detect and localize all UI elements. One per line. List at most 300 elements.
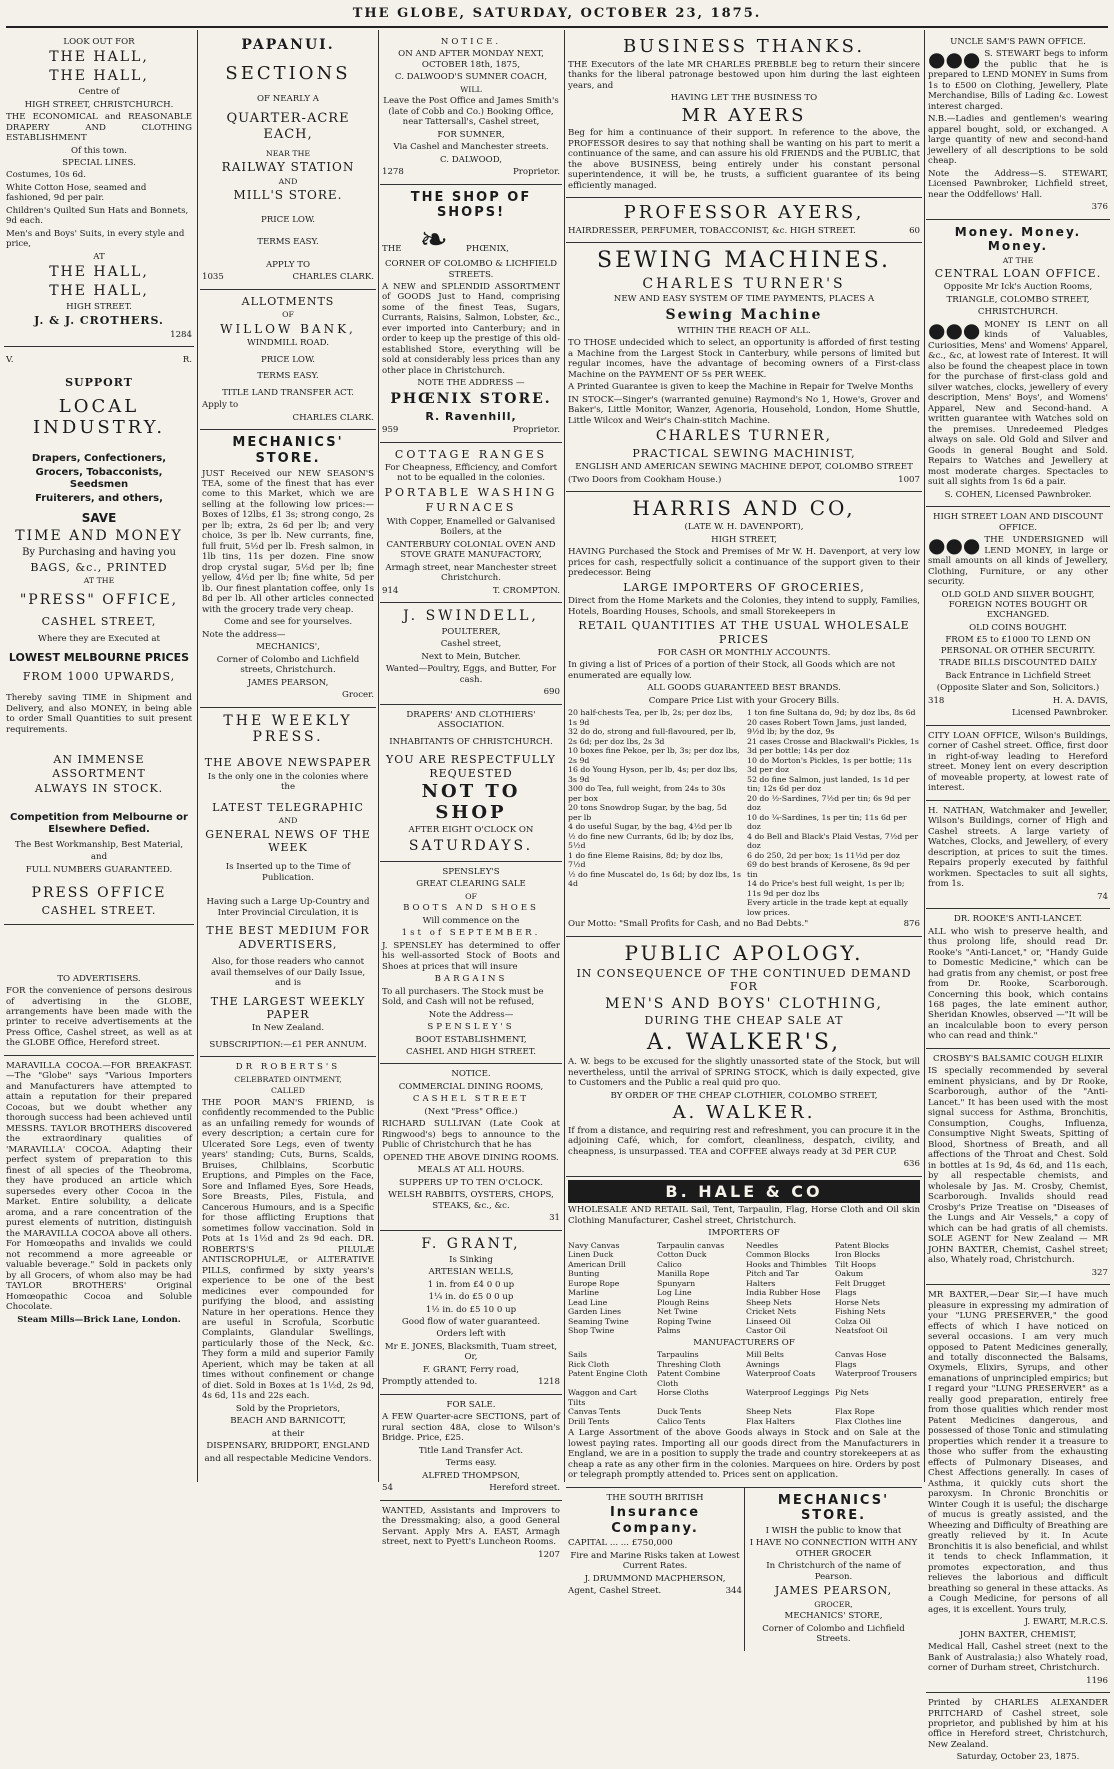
text: SUPPORT <box>65 375 133 389</box>
text: PUBLIC APOLOGY. <box>624 940 864 965</box>
text: CHARLES CLARK. <box>292 272 374 283</box>
list-item: Awnings <box>746 1359 780 1369</box>
list-item: Net Twine <box>657 1307 698 1317</box>
text: 1 in. from £4 0 0 up <box>427 1279 515 1290</box>
text: THE LARGEST WEEKLY PAPER <box>210 994 366 1021</box>
ad-the-hall <box>4 32 194 347</box>
text: A FEW Quarter-acre SECTIONS, part of rural section 48A, close to Wilson's Bridge. Price, £25. <box>382 1412 560 1444</box>
list-item: Cotton Duck <box>657 1250 707 1260</box>
text: V. <box>6 355 14 366</box>
text: PHŒNIX, <box>466 244 509 255</box>
text: If from a distance, and requiring rest and refreshment, you can procure it in the adjoining Café, which, for comfort, cleanliness, despatch, civility, and cheapness, is unsurpassed. TEA and COFFEE always ready at 3d PER CUP. <box>568 1125 920 1157</box>
text: MR BAXTER,—Dear Sir,—I have much pleasure in expressing my admiration of your "LUNG PRESERVER," the good effects of which I have noticed on several occasions. I am very much opposed to Patent Medicines generally, and totally disconnected the Balsams, Oxymels, Elixirs, Syrups, and other emanations of unprincipled empirics; but I regard your "LUNG PRESERVER" as a really good preparation, entirely free from those qualities which render most Patent Medicines dangerous, and possessed of those Tonic and stimulating properties which render it a treasure to those who suffer from the exhausting effects of Pulmonary Diseases, and Chest Affections generally. In cases of Asthma, it quickly cuts short the paroxysm. In Chronic Bronchitis or Winter Cough it is useful; the discharge of mucus is greatly assisted, and the Wheezing and Difficulty of Breathing are greatly relieved by it. In Acute Bronchitis it is also beneficial, and whilst it tends to check Inflammation, it promotes expectoration, and thus relieves the laborious and difficult breathing so general in these attacks. As a Cough Medicine, for persons of all ages, it is excellent. Yours truly, <box>928 1290 1108 1615</box>
text: GROCER, <box>814 1599 853 1609</box>
text: WILLOW BANK, <box>220 321 356 336</box>
list-item: Flax Clothes line <box>835 1416 902 1426</box>
text: CASHEL STREET, <box>41 614 157 628</box>
text: THE ABOVE NEWSPAPER <box>204 756 372 770</box>
list-item: 20 cases Robert Town Jams, just landed, 9½d lb; by the doz, 9s <box>747 717 907 737</box>
text: HAIRDRESSER, PERFUMER, TOBACCONIST, &c. HIGH STREET. <box>568 225 856 236</box>
ad-mechanics-store-notice <box>745 1488 922 1651</box>
text: MECHANICS' STORE. <box>777 1492 890 1524</box>
list-item: ½ do fine new Currants, 6d lb; by doz lbs, 5½d <box>568 831 734 851</box>
text: A NEW and SPLENDID ASSORTMENT of GOODS Just to Hand, comprising some of the finest Teas, Sugars, Currants, Raisins, Salmon, Lobster, &c., ever imported into Canterbury; and in order to keep up the prestige of this old-established Store, everything will be sold at considerably less prices than any other place in Christchurch. <box>382 281 560 376</box>
text: THE SHOP OF SHOPS! <box>410 189 532 221</box>
text: CHARLES TURNER, <box>655 428 833 445</box>
list-item: Palms <box>657 1326 681 1336</box>
text: ALLOTMENTS <box>241 294 335 308</box>
text: MECHANICS', <box>256 642 320 653</box>
text: 1¼ in. do £5 0 0 up <box>428 1292 514 1303</box>
text: White Cotton Hose, seamed and fashioned, 9d per pair. <box>6 182 147 204</box>
text: Printed by CHARLES ALEXANDER PRITCHARD of Cashel street, sole proprietor, and published by him at his office in Hereford street, Christchurch, New Zealand. <box>928 1698 1108 1750</box>
ad-dining-rooms <box>380 1064 562 1230</box>
text: JUST Received our NEW SEASON'S TEA, some of the finest that has ever come to this Market, which we are selling at the following low prices:— Boxes of 12lbs, £1 3s; strong congo, 2s per lb; extra, 2s 6d per lb; and very choice, 3s per lb. New currants, fine, full fruit, 5½d per lb. Fresh salmon, in 1lb tins, 11s per dozen. Fine snow drop crystal sugar, 5½d per lb; fine yellow, 4½d per lb; fine white, 5d per lb. Our finest plantation coffee, only 1s 8d per lb. All other articles connected with the grocery trade very cheap. <box>202 468 374 615</box>
list-item: Seaming Twine <box>568 1316 629 1326</box>
text: Sold by the Proprietors, <box>235 1403 341 1414</box>
text: THE SOUTH BRITISH <box>606 1492 704 1503</box>
list-item: Halters <box>746 1278 776 1288</box>
text: Cashel street, <box>440 639 502 650</box>
text <box>568 226 920 236</box>
text: J. DRUMMOND MACPHERSON, <box>584 1573 726 1584</box>
text: HAVING LET THE BUSINESS TO <box>670 93 818 104</box>
text: and <box>90 852 108 863</box>
text: TRIANGLE, COLOMBO STREET, <box>946 294 1090 305</box>
text: LARGE IMPORTERS OF GROCERIES, <box>623 580 865 594</box>
text: BAGS, &c., PRINTED <box>30 560 168 574</box>
list-item: 32 do do, strong and full-flavoured, per lb, 2s 6d; per doz lbs, 2s 3d <box>568 727 736 746</box>
ad-for-sale <box>380 1395 562 1501</box>
text: AND <box>278 176 298 186</box>
list-item: Drill Tents <box>568 1416 610 1426</box>
ad-number: 327 <box>1091 1267 1108 1278</box>
text: (LATE W. H. DAVENPORT), <box>684 522 804 533</box>
text: Money. Money. Money. <box>954 224 1082 254</box>
list-item: ½ do fine Muscatel do, 1s 6d; by doz lbs, 1s 4d <box>568 869 741 889</box>
text: IN CONSEQUENCE OF THE CONTINUED DEMAND FOR <box>576 966 912 994</box>
list-item: Waterproof Trousers <box>835 1369 917 1379</box>
list-item: 1 do fine Eleme Raisins, 8d; by doz lbs, 7½d <box>568 850 724 870</box>
list-item: Threshing Cloth <box>657 1359 721 1369</box>
text: ALL GOODS GUARANTEED BEST BRANDS. <box>647 683 841 694</box>
text: MEN'S AND BOYS' CLOTHING, <box>605 995 883 1012</box>
text: PORTABLE WASHING <box>384 485 558 499</box>
text: Promptly attended to. <box>382 1377 478 1388</box>
text: CHRISTCHURCH. <box>977 307 1059 318</box>
text: OLD COINS BOUGHT. <box>969 622 1067 633</box>
text: QUARTER-ACRE EACH, <box>226 110 350 142</box>
text: LATEST TELEGRAPHIC <box>212 800 364 814</box>
text: CANTERBURY COLONIAL OVEN AND STOVE GRATE MANUFACTORY, <box>386 539 556 561</box>
text: MANUFACTURERS OF <box>693 1337 795 1348</box>
text: J. SPENSLEY has determined to offer his well-assorted Stock of Boots and Shoes at prices that will insure <box>382 940 560 972</box>
text: Also, for those readers who cannot avail themselves of our Daily Issue, and is <box>210 957 366 989</box>
column-divider <box>924 30 925 1482</box>
text: BOOT ESTABLISHMENT, <box>415 1034 527 1045</box>
text: R. Ravenhill, <box>425 409 517 423</box>
text: DISPENSARY, BRIDPORT, ENGLAND <box>206 1441 370 1452</box>
text: OF <box>282 310 294 320</box>
ad-sewing-machines <box>566 243 922 492</box>
column-4 <box>566 32 922 1645</box>
text: IS specially recommended by several eminent physicians, and by Dr Rooke, Scarborough, author of the "Anti-Lancet." It has been used with the most signal success for Asthma, Bronchitis, Consumption, Coughs, Influenza, Consumptive Night Sweats, Spitting of Blood, Shortness of Breath, and all affections of the Throat and Chest. Sold in bottles at 1s 9d, 4s 6d, and 11s each, by all respectable chemists, and wholesale by Jas. M. Crosby, Chemist, Scarborough. Invalids should read Crosby's Prize Treatise on "Diseases of the Lungs and Air Vessels," a copy of which can be had gratis of all chemists. SOLE AGENT for New Zealand — MR JOHN BAXTER, Chemist, Cashel street; also, Whately road, Christchurch. <box>928 1066 1108 1266</box>
ad-to-advertisers <box>4 969 194 1056</box>
text: MEALS AT ALL HOURS. <box>417 1165 525 1176</box>
text: J. EWART, M.R.C.S. <box>1024 1617 1108 1628</box>
ad-number: 690 <box>543 687 560 698</box>
ad-city-loan-office <box>926 726 1110 801</box>
ad-shop-of-shops <box>380 185 562 443</box>
list-item: Manilla Rope <box>657 1269 710 1279</box>
text: Grocers, Tobacconists, Seedsmen <box>35 466 163 490</box>
ad-public-apology <box>566 937 922 1177</box>
text: CASHEL STREET <box>412 1094 530 1105</box>
text: Fruiterers, and others, <box>35 493 163 505</box>
list-item: Navy Canvas <box>568 1240 620 1250</box>
text <box>202 272 374 282</box>
text: MECHANICS' STORE, <box>784 1611 883 1622</box>
text: Costumes, 10s 6d. <box>6 170 87 181</box>
text: HIGH STREET, CHRISTCHURCH. <box>24 99 174 110</box>
list-item: American Drill <box>568 1259 626 1269</box>
list-item: Calico Tents <box>657 1416 706 1426</box>
text: CHARLES TURNER'S <box>642 275 846 292</box>
text: DRAPERS' AND CLOTHIERS' ASSOCIATION. <box>406 709 536 731</box>
text: CASHEL STREET. <box>41 904 157 918</box>
text: PHŒNIX STORE. <box>390 390 552 407</box>
text: LOOK OUT FOR <box>63 37 135 47</box>
list-item: Tarpaulin canvas <box>657 1240 725 1250</box>
text: CORNER OF COLOMBO & LICHFIELD STREETS. <box>384 259 558 280</box>
text: (Opposite Slater and Son, Solicitors.) <box>936 683 1100 694</box>
list-item: Sails <box>568 1350 587 1360</box>
text: MILL'S STORE. <box>233 188 343 203</box>
text: The Best Workmanship, Best Material, <box>14 839 184 850</box>
text: Note the address— <box>202 629 286 640</box>
ad-number: 31 <box>549 1213 560 1224</box>
text: Wanted—Poultry, Eggs, and Butter, For cash. <box>385 664 557 685</box>
list-item: Fishing Nets <box>835 1307 886 1317</box>
text: HIGH STREET, <box>711 534 777 545</box>
text: T. CROMPTON. <box>492 585 560 596</box>
list-item: Log Line <box>657 1288 692 1298</box>
text: Apply to <box>202 400 239 411</box>
ad-number: 1278 <box>382 167 404 178</box>
text: N.B.—Ladies and gentlemen's wearing apparel bought, sold, or exchanged. A large quantity of new and second-hand jewellery of all descriptions to be sold cheap. <box>928 114 1108 167</box>
text: THE HALL, <box>49 68 149 85</box>
list-item: Pig Nets <box>835 1388 869 1398</box>
list-item: Linen Duck <box>568 1250 614 1260</box>
text: A. WALKER'S, <box>646 1029 842 1055</box>
text: MARAVILLA COCOA.—FOR BREAKFAST.—The "Globe" says "Various Importers and Manufacturers have attempted to attain a reputation for their prepared Cocoas, but we doubt whether any thorough success had been achieved until MESSRS. TAYLOR BROTHERS discovered the extraordinary qualities of 'MARAVILLA' COCOA. Adapting their perfect system of preparation to this finest of all species of the Theobroma, they have produced an article which supersedes every other Cocoa in the Market. Entire solubility, a delicate aroma, and a rare concentration of the purest elements of nutrition, distinguish the MARAVILLA COCOA above all others. For Homœopaths and invalids we could not recommend a more agreeable or valuable beverage." Sold in packets only by all Grocers, of whom also may be had TAYLOR BROTHERS' Original Homœopathic Cocoa and Soluble Chocolate. <box>6 1060 192 1313</box>
text: SPECIAL LINES. <box>62 157 136 168</box>
ad-number: 959 <box>382 425 399 436</box>
text: Proprietor. <box>512 425 560 436</box>
text: Via Cashel and Manchester streets. <box>393 142 549 153</box>
text: SECTIONS <box>225 62 351 84</box>
text: BOOTS AND SHOES <box>403 903 539 914</box>
text: AN IMMENSE ASSORTMENT <box>52 753 146 780</box>
ad-dr-roberts <box>200 1057 376 1470</box>
text: Is the only one in the colonies where the <box>207 771 369 793</box>
text: In Christchurch of the name of Pearson. <box>766 1561 901 1582</box>
text: 1½ in. do £5 10 0 up <box>425 1304 517 1315</box>
text: Steam Mills—Brick Lane, London. <box>17 1314 181 1325</box>
list-item: Calico <box>657 1259 682 1269</box>
text: Back Entrance in Lichfield Street <box>945 670 1091 681</box>
text: OPENED THE ABOVE DINING ROOMS. <box>383 1152 559 1163</box>
list-item: Patent Combine Cloth <box>657 1369 721 1388</box>
ad-harris-and-co <box>566 492 922 937</box>
list-item: Neatsfoot Oil <box>835 1326 888 1336</box>
text: S. COHEN, Licensed Pawnbroker. <box>944 489 1092 500</box>
text: AT THE <box>83 576 115 586</box>
text: C. DALWOOD'S SUMNER COACH, <box>394 72 548 83</box>
list-item: Shop Twine <box>568 1326 615 1336</box>
text: TERMS EASY. <box>257 237 319 248</box>
text: ON AND AFTER MONDAY NEXT, OCTOBER 18th, 1875, <box>398 49 544 70</box>
text: Hereford street. <box>489 1483 560 1494</box>
list-item: 20 half-chests Tea, per lb, 2s; per doz lbs, 1s 9d <box>568 708 733 727</box>
text: AT THE <box>1002 255 1034 265</box>
text <box>382 425 560 435</box>
list-item: 16 do Young Hyson, per lb, 4s; per doz lbs, 3s 9d <box>568 765 738 784</box>
text: Beg for him a continuance of their support. In reference to the above, the PROFESSOR desires to say that nothing shall be wanting on his part to merit a continuance of the same, and can assure his old FRIENDS and the PUBLIC, that the above BUSINESS, being entirely under his constant personal superintendence, it will be, he trusts, a sufficient guarantee of its being efficiently managed. <box>568 128 920 191</box>
text: IN STOCK—Singer's (warranted genuine) Raymond's No 1, Howe's, Grover and Baker's, Little Monitor, Wanzer, Agenoria, Household, London, Home Shuttle, Little Wilcox and Weir's Chain-stitch Machine. <box>568 394 920 426</box>
pawn-balls-icon: ●●● <box>928 47 981 72</box>
ad-number: 74 <box>1097 891 1108 902</box>
text: Our Motto: "Small Profits for Cash, and no Bad Debts." <box>568 919 809 930</box>
text: GREAT CLEARING SALE <box>416 879 526 890</box>
list-item: Marline <box>568 1288 599 1298</box>
text: Opposite Mr Ick's Auction Rooms, <box>943 282 1093 293</box>
ad-allotments <box>200 290 376 430</box>
text: Direct from the Home Markets and the Colonies, they intend to supply, Families, Hotels, Boarding Houses, Schools, and small Storekeepers in <box>568 596 920 617</box>
ad-spensley <box>380 862 562 1065</box>
text: Is Sinking <box>449 1254 493 1265</box>
text: ENGLISH AND AMERICAN SEWING MACHINE DEPOT, COLOMBO STREET <box>575 462 913 473</box>
text <box>382 167 560 177</box>
text: SUPPERS UP TO TEN O'CLOCK. <box>398 1177 544 1188</box>
text: "PRESS" OFFICE, <box>19 591 179 608</box>
text: Thereby saving TIME in Shipment and Delivery, and also MONEY, in being able to order Small Quantities to suit present requirements. <box>6 693 192 735</box>
text: NOTE THE ADDRESS — <box>417 378 525 389</box>
ad-swindell <box>380 603 562 705</box>
list-item: 21 cases Crosse and Blackwall's Pickles, 1s 3d per bottle; 14s per doz <box>747 736 919 756</box>
text: Having such a Large Up-Country and Inter Provincial Circulation, it is <box>206 897 370 918</box>
text: AND <box>278 816 298 826</box>
text: R. <box>182 355 192 366</box>
column-3 <box>380 32 562 1560</box>
bottom-row <box>566 1488 922 1651</box>
text: THE POOR MAN'S FRIEND, is confidently recommended to the Public as an unfailing remedy for wounds of every description; a certain cure for Ulcerated Sore Legs, even of twenty years' standing; Cuts, Burns, Scalds, Bruises, Chilblains, Scorbutic Eruptions, and Pimples on the Face, Sore and Inflamed Eyes, Sore Heads, Sore Breasts, Piles, Fistula, and Cancerous Humours, and is a Specific for those afflicting Eruptions that sometimes follow vaccination. Sold in Pots at 1s 1½d and 2s 9d each. DR. ROBERTS'S PILULÆ ANTISCROPHULÆ, or ALTERATIVE PILLS, confirmed by sixty years's experience to be one of the best medicines ever compounded for purifying the blood, and assisting Nature in her operations. Hence they are useful in Scrofula, Scorbutic Complaints, Glandular Swellings, particularly those of the Neck, &c. They form a mild and superior Family Aperient, which may be taken at all times without confinement or change of diet. Sold in Boxes at 1s 1½d, 2s 9d, 4s 6d, 11s and 22s each. <box>202 1097 374 1402</box>
ad-wanted <box>380 1501 562 1566</box>
text: Corner of Colombo and Lichfield Streets. <box>762 1623 905 1645</box>
list-item: Needles <box>746 1240 779 1250</box>
ad-crosby-elixir <box>926 1049 1110 1285</box>
ad-number: 1196 <box>1086 1675 1108 1686</box>
list-item: Europe Rope <box>568 1278 620 1288</box>
column-divider <box>564 30 565 1482</box>
ad-maravilla-cocoa <box>4 1056 194 1331</box>
list-item: Flags <box>835 1359 857 1369</box>
text: DURING THE CHEAP SALE AT <box>644 1014 844 1028</box>
text: CALLED <box>271 1086 305 1096</box>
price-list-left <box>568 708 741 917</box>
text: SPENSLEY'S <box>442 866 500 877</box>
list-item: Plough Reins <box>657 1297 709 1307</box>
text: INHABITANTS OF CHRISTCHURCH. <box>389 736 553 747</box>
text: Where they are Executed at <box>38 634 160 645</box>
text: HARRIS AND CO, <box>632 496 856 521</box>
text: CENTRAL LOAN OFFICE. <box>934 267 1102 281</box>
text: NEAR THE <box>265 148 311 158</box>
ad-artesian-wells <box>380 1231 562 1395</box>
text: THE WEEKLY PRESS. <box>223 712 353 746</box>
list-item: 20 do ½-Sardines, 7½d per tin; 6s 9d per doz <box>747 793 911 813</box>
list-item: Tarpaulins <box>657 1350 699 1360</box>
text: OF <box>465 891 477 901</box>
ad-sumner-coach <box>380 32 562 185</box>
text: Saturday, October 23, 1875. <box>956 1752 1080 1763</box>
text: Next to Mein, Butcher. <box>421 651 521 662</box>
text: MONEY IS LENT on all kinds of Valuables, Curiosities, Mens' and Womens' Apparel, &c., &c, at lowest rate of Interest. It will also be found the cheapest place in town for the purchase of first-class gold and silver watches, clocks, jewellery of every description, Mens' Boys', and Womens' Apparel, New and Second-hand. A written guarantee with Watches sold on the premises. Unredeemed Pledges always on sale. Old Gold and Silver and Goods in general Bought and Sold. Repairs to Watches and Jewellery at most moderate charges. Spectacles to suit all sights from 1s 6d a pair. <box>928 319 1108 488</box>
text: Mr E. JONES, Blacksmith, Tuam street, Or, <box>384 1341 558 1363</box>
ad-number: 1035 <box>202 272 224 283</box>
text: SPENSLEY'S <box>427 1022 515 1033</box>
list-item: 4 do useful Sugar, by the bag, 4½d per lb <box>568 822 732 832</box>
column-divider <box>378 30 379 1482</box>
text: In giving a list of Prices of a portion of their Stock, all Goods which are not enumerated are equally low. <box>568 660 896 681</box>
text: Armagh street, near Manchester street Christchurch. <box>385 562 557 584</box>
text: THE ECONOMICAL and REASONABLE DRAPERY AND CLOTHING ESTABLISHMENT <box>6 112 192 144</box>
text: OLD GOLD AND SILVER BOUGHT, FOREIGN NOTES BOUGHT OR EXCHANGED. <box>941 589 1095 621</box>
text: and all respectable Medicine Vendors. <box>204 1453 372 1464</box>
text: S. STEWART begs to inform the public that he is prepared to LEND MONEY in Sums from 1s to £500 on Clothing, Jewellery, Plate Merchandise, Bills of Lading &c. Lowest interest charged. <box>928 49 1108 112</box>
text: BUSINESS THANKS. <box>622 36 866 57</box>
text: THE HALL, <box>49 264 149 281</box>
text: CASHEL AND HIGH STREET. <box>405 1047 537 1057</box>
text: For Cheapness, Efficiency, and Comfort not to be equalled in the colonies. <box>384 462 558 484</box>
text: J. & J. CROTHERS. <box>34 314 164 328</box>
ad-central-loan-office <box>926 220 1110 507</box>
ad-weekly-press <box>200 708 376 1058</box>
ad-number: 1218 <box>538 1377 560 1388</box>
text: PRESS OFFICE <box>31 885 167 902</box>
text: WELSH RABBITS, OYSTERS, CHOPS, STEAKS, &c., &c. <box>388 1190 554 1211</box>
manufacturers-list <box>568 1350 920 1426</box>
text: WHOLESALE AND RETAIL Sail, Tent, Tarpaulin, Flag, Horse Cloth and Oil skin Clothing Manufacturer, Cashel street, Christchurch. <box>568 1205 920 1226</box>
list-item: 69 do best brands of Kerosene, 8s 9d per tin <box>747 860 910 879</box>
ad-lung-preserver <box>926 1285 1110 1693</box>
list-item: Lead Line <box>568 1297 608 1307</box>
ad-b-hale <box>566 1177 922 1488</box>
text: Grocer. <box>342 690 374 701</box>
list-item: Common Blocks <box>746 1250 810 1260</box>
text: Proprietor. <box>512 167 560 178</box>
text: A. WALKER. <box>672 1102 816 1124</box>
list-item: Canvas Tents <box>568 1407 621 1417</box>
list-item: Roping Twine <box>657 1316 712 1326</box>
ad-cottage-ranges <box>380 443 562 604</box>
text: HIGH STREET LOAN AND DISCOUNT OFFICE. <box>933 512 1103 533</box>
list-item: 20 tons Snowdrop Sugar, by the bag, 5d per lb <box>568 803 727 822</box>
list-item: India Rubber Hose <box>746 1288 821 1298</box>
text: Come and see for yourselves. <box>223 617 353 628</box>
column-1 <box>4 32 194 1482</box>
text: WANTED, Assistants and Improvers to the Dressmaking; also, a good General Servant. Apply Mrs A. EAST, Armagh street, next to Pyett's Luncheon Rooms. <box>382 1505 560 1548</box>
text: THE UNDERSIGNED will LEND MONEY, in large or small amounts on all kinds of Jewellery, Clothing, Furniture, or any other security. <box>928 535 1108 588</box>
text: RICHARD SULLIVAN (Late Cook at Ringwood's) begs to announce to the Public of Christchurch that he has <box>382 1119 560 1151</box>
text: THE Executors of the late MR CHARLES PREBBLE beg to return their sincere thanks for the liberal patronage bestowed upon him during the last eighteen years, and <box>568 59 920 91</box>
list-item: 300 do Tea, full weight, from 24s to 30s per box <box>568 784 726 803</box>
list-item: Iron Blocks <box>835 1250 881 1260</box>
text <box>568 475 920 485</box>
text: TO ADVERTISERS. <box>57 973 141 984</box>
text: NOTICE. <box>440 37 502 47</box>
text: TO THOSE undecided which to select, an opportunity is afforded of first testing a Machine from the Largest Stock in Canterbury, while persons of limited but regular incomes, have the advantage of becoming owners of a First-class Machine on the PAYMENT OF 5s PER WEEK. <box>568 338 920 380</box>
text <box>568 1586 742 1596</box>
ad-professor-ayers <box>566 198 922 243</box>
text: ARTESIAN WELLS, <box>428 1267 514 1278</box>
list-item: Oakum <box>835 1269 864 1279</box>
text <box>382 586 560 596</box>
text: THE BEST MEDIUM FOR ADVERTISERS, <box>206 924 370 951</box>
text: NOTICE. <box>451 1069 491 1080</box>
text: SEWING MACHINES. <box>597 248 891 274</box>
list-item: Waggon and Cart Tilts <box>568 1388 637 1407</box>
list-item: Patent Blocks <box>835 1240 889 1250</box>
text: SAVE <box>81 511 117 526</box>
text: PRICE LOW. <box>260 354 316 365</box>
text: AT <box>93 251 105 262</box>
text: BEACH AND BARNICOTT, <box>230 1416 346 1427</box>
text: (Next "Press" Office.) <box>424 1106 518 1117</box>
text: B. HALE & CO <box>568 1180 920 1204</box>
text: BY ORDER OF THE CHEAP CLOTHIER, COLOMBO STREET, <box>610 1090 878 1101</box>
ad-papanui <box>200 32 376 290</box>
text: Licensed Pawnbroker. <box>1012 708 1108 719</box>
text: APPLY TO <box>265 259 311 270</box>
text: WILL <box>460 84 482 94</box>
text: H. NATHAN, Watchmaker and Jeweller, Wilson's Buildings, corner of High and Cashel streets. A large variety of Watches, Clocks, and Jewellery, of every description, at prices to suit the times. Repairs properly executed by faithful workmen. Spectacles to suit all sights, from 1s. <box>928 805 1108 890</box>
text: With Copper, Enamelled or Galvanised Boilers, at the <box>386 516 556 538</box>
text: RETAIL QUANTITIES AT THE USUAL WHOLESALE PRICES <box>578 619 910 646</box>
text <box>928 535 1108 587</box>
text: AFTER EIGHT O'CLOCK ON <box>408 825 534 836</box>
text: Sewing Machine <box>665 306 823 323</box>
text: Corner of Colombo and Lichfield streets, Christchurch. <box>216 654 360 676</box>
text: YOU ARE RESPECTFULLY REQUESTED <box>386 753 556 780</box>
pawn-balls-icon: ●●● <box>928 533 981 558</box>
text: A Printed Guarantee is given to keep the Machine in Repair for Twelve Months <box>568 382 914 393</box>
text: FOR SUMNER, <box>437 129 505 140</box>
masthead: THE GLOBE, SATURDAY, OCTOBER 23, 1875. <box>352 6 762 21</box>
list-item: Horse Cloths <box>657 1388 709 1398</box>
text: A Large Assortment of the above Goods always in Stock and on Sale at the lowest paying rates. Importing all our goods direct from the Manufacturers in England, we are in a position to supply the trade and country storekeepers at as cheap a rate as any other firm in the colonies. Marquees on hire. Orders by post or telegraph promptly attended to. Prices sent on application. <box>568 1428 920 1481</box>
text: Men's and Boys' Suits, in every style and price, <box>6 228 185 250</box>
text <box>928 696 1108 706</box>
text: GENERAL NEWS OF THE WEEK <box>205 827 371 854</box>
text: H. A. DAVIS, <box>1052 695 1108 706</box>
text: Medical Hall, Cashel street (next to the Bank of Australasia;) also Whately road, corner of Durham street, Christchurch. <box>928 1642 1108 1674</box>
phoenix-icon: ❧ <box>419 220 448 261</box>
ad-drapers-association <box>380 705 562 862</box>
text: Terms easy. <box>445 1458 497 1469</box>
list-item: Linseed Oil <box>746 1316 791 1326</box>
ad-number: 1207 <box>538 1549 560 1560</box>
